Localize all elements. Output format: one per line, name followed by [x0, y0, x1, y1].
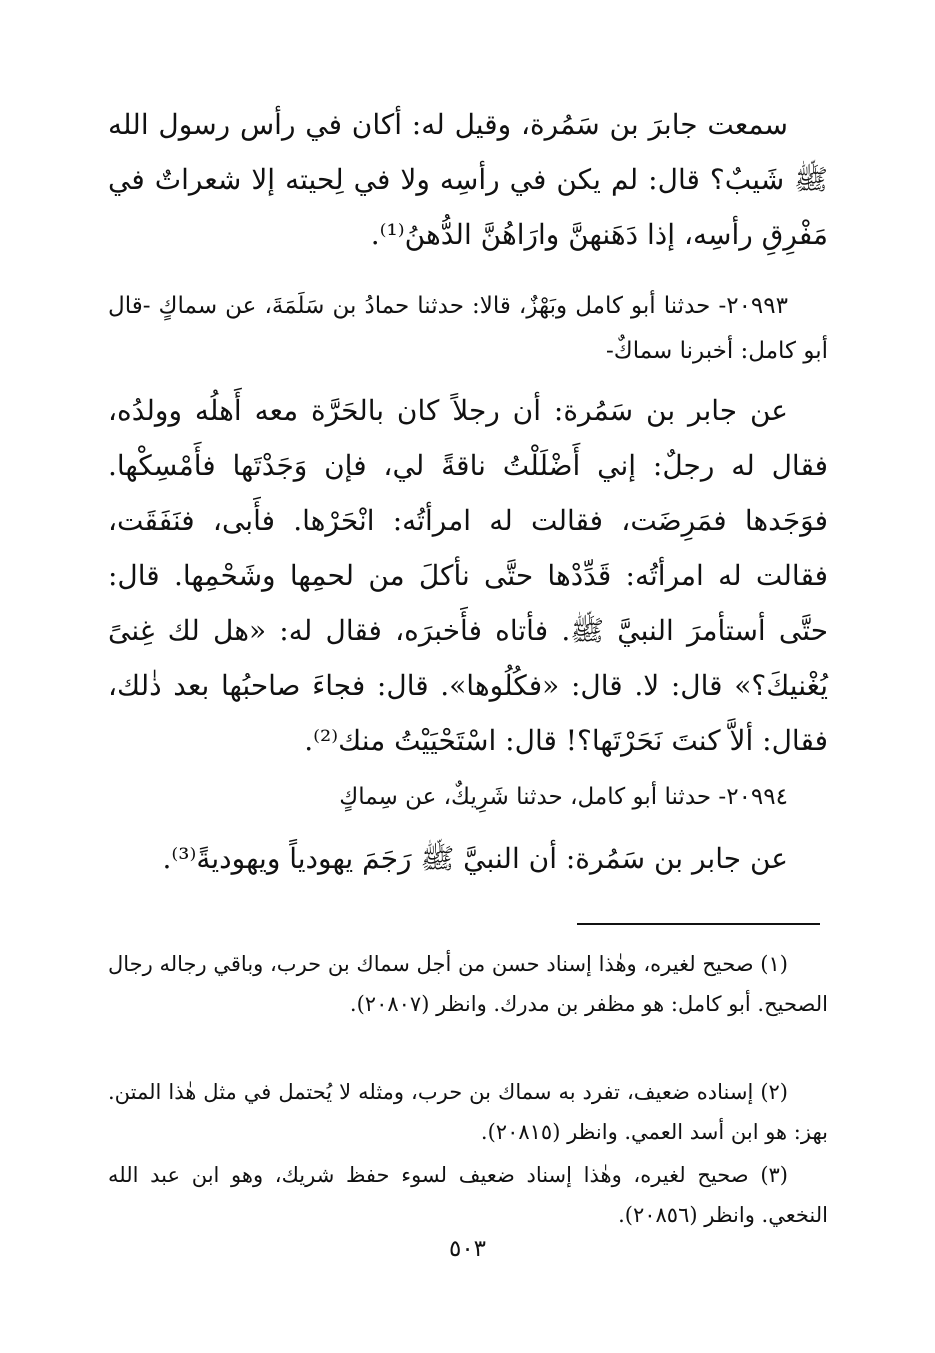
hadith-20994-matn: عن جابر بن سَمُرة: أن النبيَّ ﷺ رَجَمَ يهودياً ويهوديةً⁽³⁾.	[162, 842, 788, 875]
footnote-3: (٣) صحيح لغيره، وهٰذا إسناد ضعيف لسوء حفظ شريك، وهو ابن عبد الله النخعي. وانظر (٢٠٨٥٦).	[108, 1163, 828, 1227]
page-number: ٥٠٣	[448, 1236, 487, 1262]
footnote-1: (١) صحيح لغيره، وهٰذا إسناد حسن من أجل سماك بن حرب، وباقي رجاله رجال الصحيح. أبو كامل: هو مظفر بن مدرك. وانظر (٢٠٨٠٧).	[108, 952, 828, 1016]
hadith-20994-isnad: ٢٠٩٩٤- حدثنا أبو كامل، حدثنا شَرِيكٌ، عن سِماكٍ	[339, 784, 788, 810]
footnote-2: (٢) إسناده ضعيف، تفرد به سماك بن حرب، ومثله لا يُحتمل في مثل هٰذا المتن. بهز: هو ابن أسد العمي. وانظر (٢٠٨١٥).	[108, 1080, 828, 1144]
hadith-20993-matn: عن جابر بن سَمُرة: أن رجلاً كان بالحَرَّة معه أَهلُه وولدُه، فقال له رجلٌ: إني أَضْلَلْتُ ناقةً لي، فإن وَجَدْتَها فأَمْسِكْها. فوَجَدها فمَرِضَت، فقالت له امرأتُه: انْحَرْها. فأَبى، فنَفَقَت، فقالت له امرأتُه: قَدِّدْها حتَّى نأكلَ من لحمِها وشَحْمِها. قال: حتَّى أستأمرَ النبيَّ ﷺ. فأتاه فأَخبرَه، فقال له: «هل لك غِنىً يُغْنيكَ؟» قال: لا. قال: «فكُلُوها». قال: فجاءَ صاحبُها بعد ذٰلك، فقال: ألاَّ كنتَ نَحَرْتَها؟! قال: اسْتَحْيَيْتُ منك⁽²⁾.	[108, 394, 828, 757]
hadith-20993-isnad: ٢٠٩٩٣- حدثنا أبو كامل وبَهْزٌ، قالا: حدثنا حمادُ بن سَلَمَةَ، عن سماكٍ -قال أبو كامل: أخبرنا سماكٌ-	[108, 293, 828, 364]
hadith-text-opening: سمعت جابرَ بن سَمُرة، وقيل له: أكان في رأس رسول الله ﷺ شَيبٌ؟ قال: لم يكن في رأسِه ولا في لِحيته إلا شعراتٌ في مَفْرِقِ رأسِه، إذا دَهَنهنَّ وارَاهُنَّ الدُّهنُ⁽¹⁾.	[108, 108, 828, 251]
footnote-separator	[577, 923, 820, 925]
